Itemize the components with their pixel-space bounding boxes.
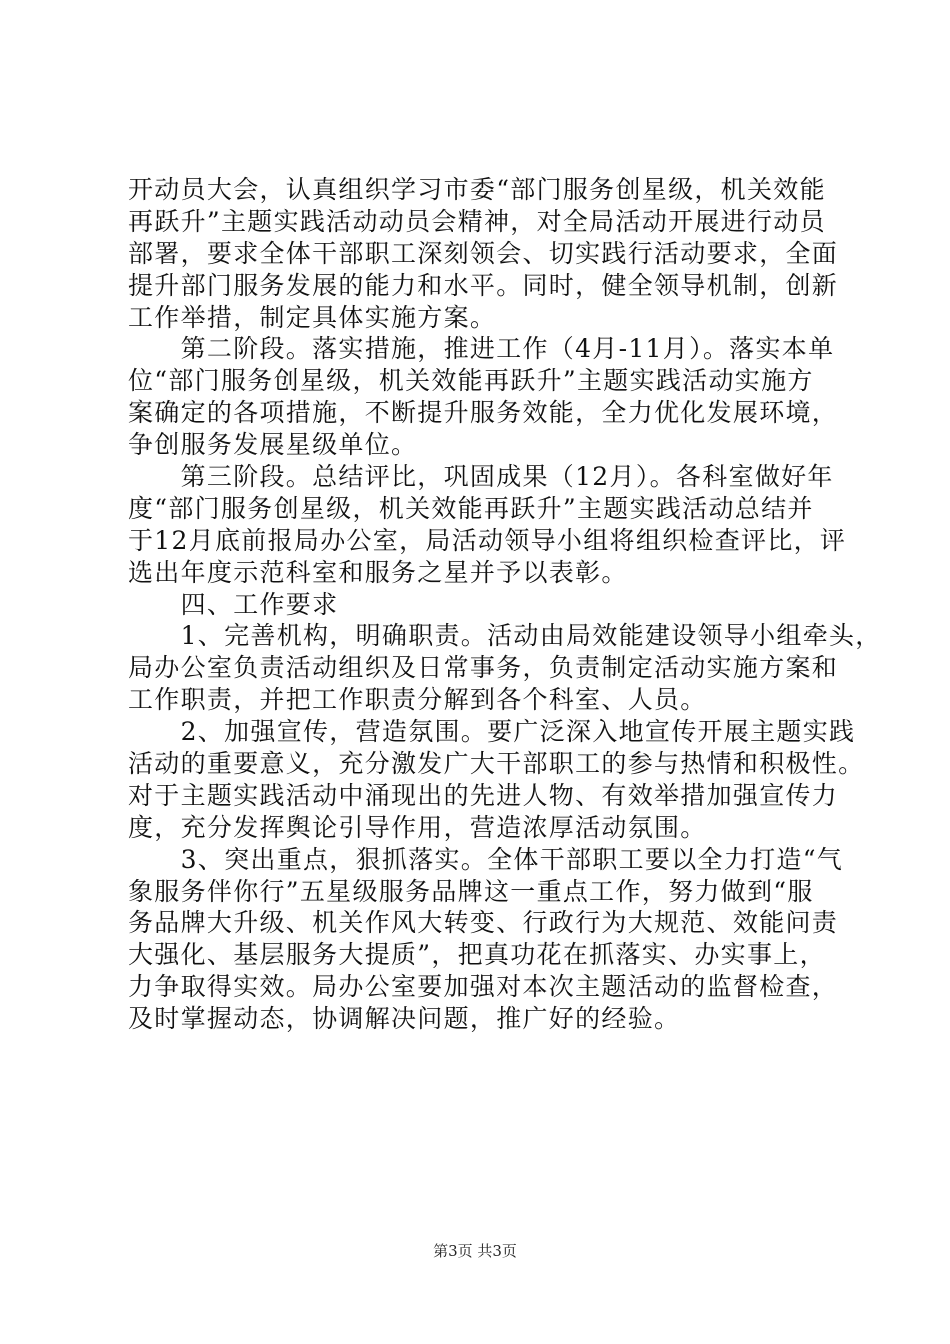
text-line: 度“部门服务创星级，机关效能再跃升”主题实践活动总结并: [128, 493, 814, 523]
text-line: 位“部门服务创星级，机关效能再跃升”主题实践活动实施方: [128, 366, 814, 396]
text-line: 工作举措，制定具体实施方案。: [128, 302, 497, 332]
text-line: 案确定的各项措施，不断提升服务效能，全力优化发展环境，: [128, 398, 839, 428]
text-line: 2、加强宣传，营造氛围。要广泛深入地宣传开展主题实践: [128, 717, 856, 747]
text-line: 选出年度示范科室和服务之星并予以表彰。: [128, 557, 628, 587]
document-body: [128, 174, 882, 1035]
text-line: 工作职责，并把工作职责分解到各个科室、人员。: [128, 685, 707, 715]
text-line: 对于主题实践活动中涌现出的先进人物、有效举措加强宣传力: [128, 780, 839, 810]
text-line: 第二阶段。落实措施，推进工作（4月-11月）。落实本单: [128, 334, 835, 364]
text-line: 活动的重要意义，充分激发广大干部职工的参与热情和积极性。: [128, 749, 865, 779]
text-line: 及时掌握动态，协调解决问题，推广好的经验。: [128, 1004, 681, 1034]
text-line: 务品牌大升级、机关作风大转变、行政行为大规范、效能问责: [128, 908, 839, 938]
text-line: 第三阶段。总结评比，巩固成果（12月）。各科室做好年: [128, 462, 834, 492]
section-heading: 四、工作要求: [128, 589, 339, 619]
text-line: 争创服务发展星级单位。: [128, 430, 418, 460]
text-line: 度，充分发挥舆论引导作用，营造浓厚活动氛围。: [128, 812, 707, 842]
text-line: 局办公室负责活动组织及日常事务，负责制定活动实施方案和: [128, 653, 839, 683]
text-line: 象服务伴你行”五星级服务品牌这一重点工作，努力做到“服: [128, 876, 814, 906]
text-line: 大强化、基层服务大提质”，把真功花在抓落实、办实事上，: [128, 940, 826, 970]
text-line: 3、突出重点，狠抓落实。全体干部职工要以全力打造“气: [128, 844, 844, 874]
text-line: 力争取得实效。局办公室要加强对本次主题活动的监督检查，: [128, 972, 839, 1002]
text-line: 部署，要求全体干部职工深刻领会、切实践行活动要求，全面: [128, 238, 839, 268]
text-line: 开动员大会，认真组织学习市委“部门服务创星级，机关效能: [128, 175, 826, 204]
text-line: 提升部门服务发展的能力和水平。同时，健全领导机制，创新: [128, 270, 839, 300]
text-line: 于12月底前报局办公室，局活动领导小组将组织检查评比，评: [128, 525, 847, 555]
text-line: 1、完善机构，明确职责。活动由局效能建设领导小组牵头，: [128, 621, 882, 651]
page-number-footer: 第3页 共3页: [433, 1242, 517, 1260]
text-line: 再跃升”主题实践活动动员会精神，对全局活动开展进行动员: [128, 206, 826, 236]
